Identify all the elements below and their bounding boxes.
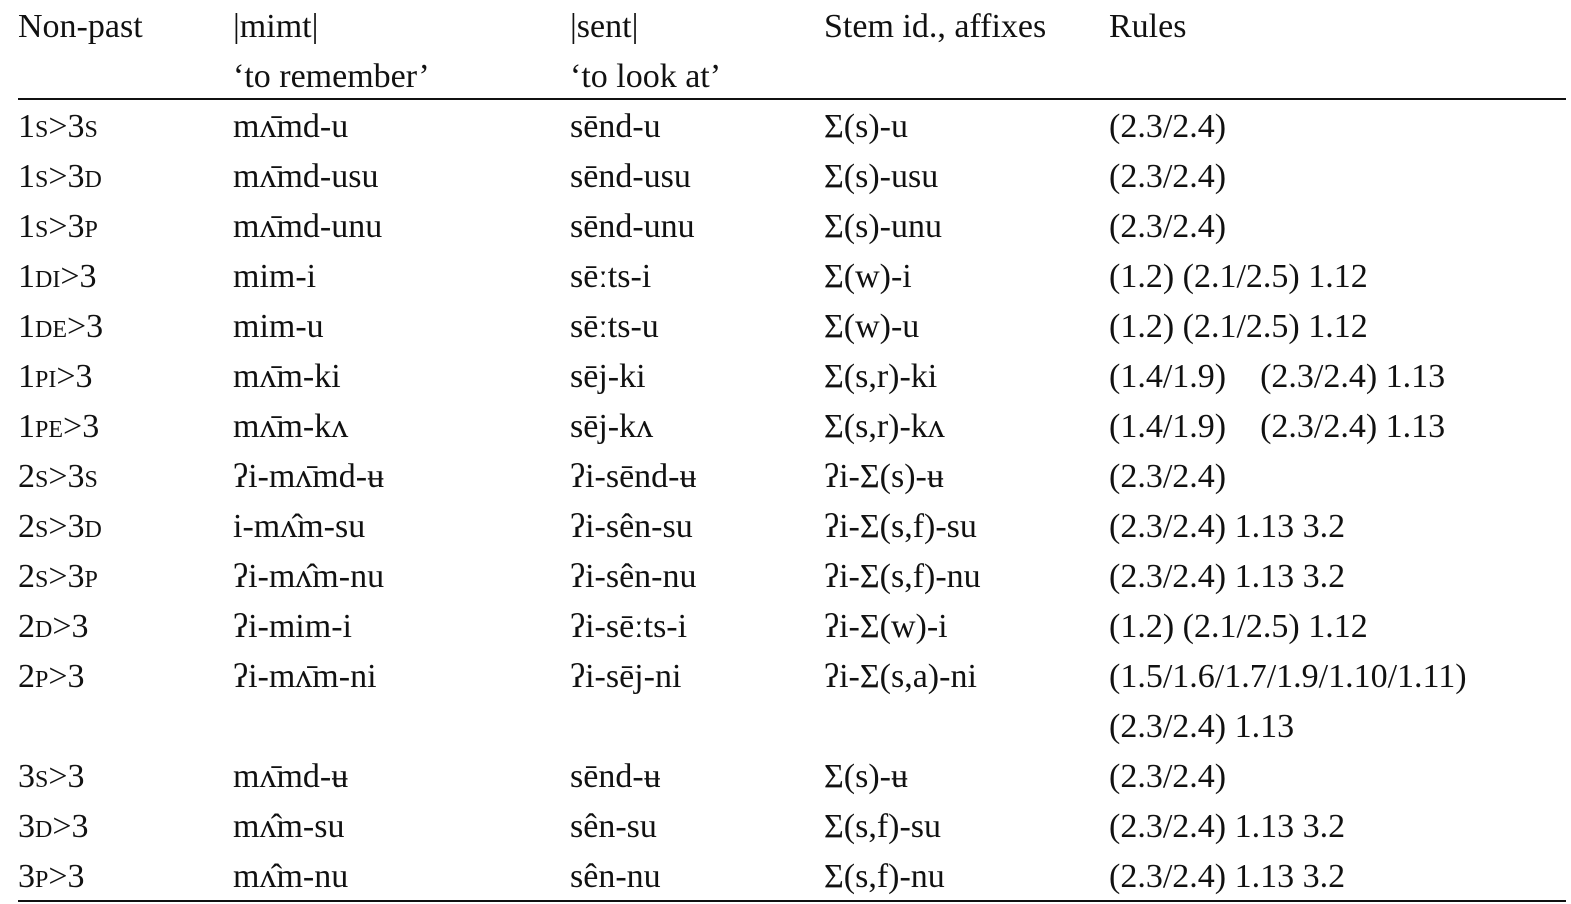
- rules-line: (1.4/1.9) (2.3/2.4) 1.13: [1109, 358, 1446, 395]
- mimt-form: mʌ̂m-su: [233, 808, 345, 845]
- rules-line: (2.3/2.4): [1109, 108, 1227, 145]
- rules-line: (1.2) (2.1/2.5) 1.12: [1109, 258, 1368, 295]
- stem-affixes: Σ(s,r)-kʌ: [824, 408, 945, 445]
- sent-form: sēj-ki: [570, 358, 646, 395]
- stem-affixes: ʔi-Σ(s,a)-ni: [824, 658, 977, 695]
- row-label: 2s>3s: [18, 458, 98, 495]
- stem-affixes: Σ(s,f)-nu: [824, 858, 945, 895]
- table-row: [18, 350, 1566, 400]
- rules-cell: [1109, 552, 1559, 602]
- rules-line: (1.2) (2.1/2.5) 1.12: [1109, 308, 1368, 345]
- row-label: 2p>3: [18, 658, 85, 695]
- table-row: [18, 550, 1566, 600]
- table-row: [18, 850, 1566, 900]
- stem-affixes: Σ(s)-u: [824, 108, 908, 145]
- rules-cell: [1109, 802, 1559, 852]
- stem-affixes: Σ(s)-unu: [824, 208, 942, 245]
- stem-affixes: Σ(s)-ʉ: [824, 758, 908, 795]
- row-label: 2s>3p: [18, 558, 98, 595]
- stem-affixes: Σ(s)-usu: [824, 158, 939, 195]
- table-header: [18, 0, 1566, 100]
- stem-affixes: Σ(w)-u: [824, 308, 920, 345]
- row-label: 1pe>3: [18, 408, 100, 445]
- header-rules: Rules: [1109, 8, 1187, 45]
- sent-form: sēnd-u: [570, 108, 661, 145]
- rules-cell: [1109, 352, 1559, 402]
- row-label: 2d>3: [18, 608, 89, 645]
- mimt-form: mʌ̄md-usu: [233, 158, 379, 195]
- rules-cell: [1109, 752, 1559, 802]
- sent-form: sēj-kʌ: [570, 408, 654, 445]
- rules-cell: [1109, 302, 1559, 352]
- header-sent: [570, 2, 721, 102]
- stem-affixes: Σ(s,f)-su: [824, 808, 942, 845]
- paradigm-table: [18, 0, 1566, 902]
- rules-line: (2.3/2.4) 1.13 3.2: [1109, 858, 1346, 895]
- table-row: [18, 650, 1566, 750]
- table-body: [18, 100, 1566, 900]
- rules-cell: [1109, 102, 1559, 152]
- sent-form: sēːts-i: [570, 258, 652, 295]
- table-row: [18, 250, 1566, 300]
- stem-affixes: ʔi-Σ(s,f)-nu: [824, 558, 981, 595]
- rules-line: (2.3/2.4): [1109, 758, 1227, 795]
- sent-form: sên-su: [570, 808, 657, 845]
- mimt-form: mʌ̄md-unu: [233, 208, 383, 245]
- rules-cell: [1109, 202, 1559, 252]
- table-row: [18, 500, 1566, 550]
- header-sent-root: |sent|: [570, 8, 639, 45]
- row-label: 2s>3d: [18, 508, 102, 545]
- mimt-form: mim-i: [233, 258, 317, 295]
- rules-line: (2.3/2.4) 1.13 3.2: [1109, 558, 1346, 595]
- row-label: 1di>3: [18, 258, 97, 295]
- mimt-form: mim-u: [233, 308, 324, 345]
- rules-cell: [1109, 402, 1559, 452]
- stem-affixes: Σ(s,r)-ki: [824, 358, 938, 395]
- rules-line: (2.3/2.4) 1.13: [1109, 708, 1295, 745]
- sent-form: ʔi-sēːts-i: [570, 608, 688, 645]
- table-row: [18, 800, 1566, 850]
- header-mimt: [233, 2, 430, 102]
- mimt-form: mʌ̄m-kʌ: [233, 408, 349, 445]
- rules-cell: [1109, 502, 1559, 552]
- row-label: 3d>3: [18, 808, 89, 845]
- row-label: 1s>3s: [18, 108, 98, 145]
- rules-cell: [1109, 602, 1559, 652]
- table-row: [18, 600, 1566, 650]
- rules-line: (1.4/1.9) (2.3/2.4) 1.13: [1109, 408, 1446, 445]
- sent-form: sēnd-unu: [570, 208, 695, 245]
- table-row: [18, 100, 1566, 150]
- row-label: 1s>3p: [18, 208, 98, 245]
- table-row: [18, 150, 1566, 200]
- sent-form: sēːts-u: [570, 308, 659, 345]
- mimt-form: i-mʌ̂m-su: [233, 508, 366, 545]
- mimt-form: mʌ̄md-u: [233, 108, 349, 145]
- table-row: [18, 400, 1566, 450]
- sent-form: sēnd-usu: [570, 158, 691, 195]
- sent-form: ʔi-sên-nu: [570, 558, 697, 595]
- row-label: 1s>3d: [18, 158, 102, 195]
- row-label: 3s>3: [18, 758, 85, 795]
- rules-cell: [1109, 152, 1559, 202]
- rules-line: (2.3/2.4): [1109, 158, 1227, 195]
- mimt-form: mʌ̂m-nu: [233, 858, 349, 895]
- rules-cell: [1109, 852, 1559, 902]
- mimt-form: ʔi-mʌ̄m-ni: [233, 658, 377, 695]
- stem-affixes: ʔi-Σ(s,f)-su: [824, 508, 977, 545]
- sent-form: ʔi-sên-su: [570, 508, 693, 545]
- rules-line: (2.3/2.4): [1109, 208, 1227, 245]
- header-non-past: Non-past: [18, 8, 143, 45]
- rules-line: (2.3/2.4) 1.13 3.2: [1109, 508, 1346, 545]
- row-label: 1de>3: [18, 308, 104, 345]
- sent-form: sên-nu: [570, 858, 661, 895]
- rules-line: (2.3/2.4): [1109, 458, 1227, 495]
- sent-form: sēnd-ʉ: [570, 758, 661, 795]
- rules-line: (1.2) (2.1/2.5) 1.12: [1109, 608, 1368, 645]
- rules-cell: [1109, 452, 1559, 502]
- rules-line: (1.5/1.6/1.7/1.9/1.10/1.11): [1109, 658, 1467, 695]
- rules-line: (2.3/2.4) 1.13 3.2: [1109, 808, 1346, 845]
- mimt-form: ʔi-mʌ̂m-nu: [233, 558, 385, 595]
- mimt-form: mʌ̄md-ʉ: [233, 758, 349, 795]
- table-row: [18, 750, 1566, 800]
- sent-form: ʔi-sēj-ni: [570, 658, 682, 695]
- mimt-form: ʔi-mim-i: [233, 608, 352, 645]
- header-mimt-root: |mimt|: [233, 8, 319, 45]
- table-row: [18, 450, 1566, 500]
- stem-affixes: ʔi-Σ(s)-ʉ: [824, 458, 944, 495]
- row-label: 3p>3: [18, 858, 85, 895]
- mimt-form: mʌ̄m-ki: [233, 358, 341, 395]
- sent-form: ʔi-sēnd-ʉ: [570, 458, 697, 495]
- header-stem-affixes: Stem id., affixes: [824, 8, 1047, 45]
- stem-affixes: Σ(w)-i: [824, 258, 912, 295]
- header-mimt-gloss: ‘to remember’: [233, 58, 430, 95]
- header-sent-gloss: ‘to look at’: [570, 58, 722, 95]
- stem-affixes: ʔi-Σ(w)-i: [824, 608, 948, 645]
- mimt-form: ʔi-mʌ̄md-ʉ: [233, 458, 385, 495]
- row-label: 1pi>3: [18, 358, 93, 395]
- table-row: [18, 300, 1566, 350]
- table-row: [18, 200, 1566, 250]
- rules-cell: [1109, 252, 1559, 302]
- rules-cell: [1109, 652, 1559, 752]
